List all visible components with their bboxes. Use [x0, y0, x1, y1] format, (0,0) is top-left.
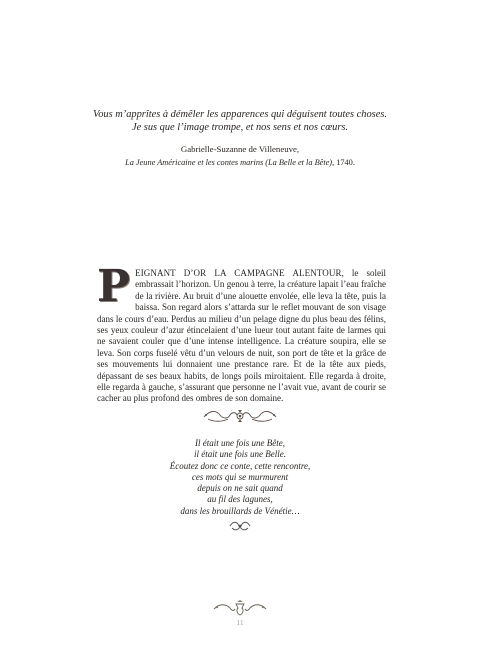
poem	[140, 438, 340, 517]
poem-line: il était une fois une Belle.	[194, 449, 286, 460]
fleuron-ornament-icon	[202, 408, 278, 424]
paragraph-text: , le soleil embrassait l’horizon. Un genou à terre, la créature lapait l’eau fraîche de la rivière. Au bruit d’une alouette envolée, elle leva la tête, puis la baissa. Son regard alors s’attarda sur le reflet mouvant de son visage dans le cours d’eau. Perdus au milieu d’un pelage digne du plus beau des félins, ses yeux couleur d’azur étincelaient d’une lueur tout autant faite de larmes qui ne savaient couler que d’une intense intelligence. La créature soupira, elle se leva. Son corps fuselé vêtu d’un velours de nuit, son port de tête et la grâce de ses mouvements lui donnaient une prestance rare. Et de la tête aux pieds, dépassant de ses beaux habits, de longs poils miroitaient. Elle regarda à droite, elle regarda à gauche, s’assurant que personne ne l’avait vue, avant de courir se cacher au plus profond des ombres de son domaine.	[97, 268, 386, 404]
epigraph-line-1: Vous m’apprîtes à démêler les apparences qui déguisent toutes choses.	[93, 109, 387, 120]
epigraph-line-2: Je sus que l’image trompe, et nos sens et nos cœurs.	[131, 122, 349, 133]
poem-line: dans les brouillards de Vénétie…	[180, 505, 300, 516]
opening-smallcaps: EIGNANT D’OR LA CAMPAGNE ALENTOUR	[135, 268, 342, 278]
small-fleuron-icon	[228, 520, 252, 532]
page-number: 11	[236, 618, 244, 627]
poem-line: depuis on ne sait quand	[197, 483, 283, 494]
poem-line: ces mots qui se murmurent	[191, 471, 289, 482]
poem-line: Il était une fois une Bête,	[195, 438, 285, 448]
epigraph-author: Gabrielle-Suzanne de Villeneuve,	[180, 144, 300, 154]
poem-line: Écoutez donc ce conte, cette rencontre,	[169, 460, 311, 471]
epigraph-source	[40, 157, 440, 168]
poem-line: au fil des lagunes,	[207, 494, 273, 505]
vase-ornament-icon	[212, 599, 268, 617]
epigraph-quote	[60, 108, 420, 134]
epigraph-source-title: La Jeune Américaine et les contes marins (La Belle et la Bête)	[125, 158, 333, 167]
drop-cap-letter: P	[97, 261, 131, 312]
story-paragraph	[97, 261, 386, 405]
epigraph-source-year: , 1740.	[332, 158, 355, 167]
